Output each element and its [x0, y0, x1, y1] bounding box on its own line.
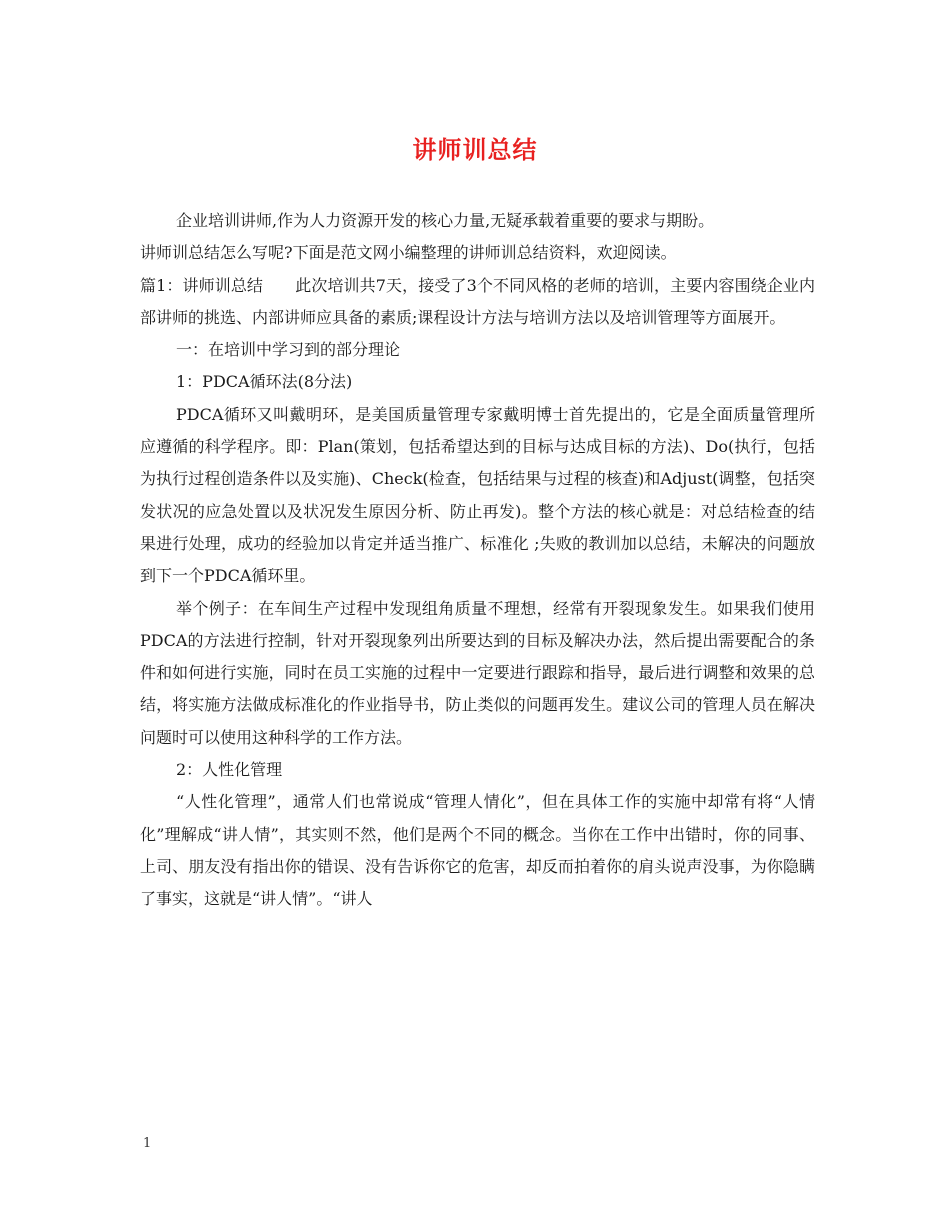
heading-theory: 一：在培训中学习到的部分理论 [176, 340, 401, 360]
paragraph-intro-1: 企业培训讲师,作为人力资源开发的核心力量,无疑承载着重要的要求与期盼。 [176, 211, 715, 230]
paragraph-example: 举个例子：在车间生产过程中发现组角质量不理想，经常有开裂现象发生。如果我们使用PDCA的方法进行控制，针对开裂现象列出所要达到的目标及解决办法，然后提出需要配合的条件和如何进行实施，同时在员工实施的过程中一定要进行跟踪和指导，最后进行调整和效果的总结，将实施方法做成标准化的作业指导书，防止类似的问题再发生。建议公司的管理人员在解决问题时可以使用这种科学的工作方法。 [140, 598, 815, 747]
paragraph-pdca: PDCA循环又叫戴明环，是美国质量管理专家戴明博士首先提出的，它是全面质量管理所应遵循的科学程序。即：Plan(策划，包括希望达到的目标与达成目标的方法)、Do(执行，包括为执行过程创造条件以及实施)、Check(检查，包括结果与过程的核查)和Adjust(调整，包括突发状况的应急处置以及状况发生原因分析、防止再发)。整个方法的核心就是：对总结检查的结果进行处理，成功的经验加以肯定并适当推广、标准化 ;失败的教训加以总结，未解决的问题放到下一个PDCA循环里。 [140, 404, 815, 586]
paragraph-intro-2: 讲师训总结怎么写呢?下面是范文网小编整理的讲师训总结资料，欢迎阅读。 [140, 243, 677, 263]
paragraph-section-1: 篇1：讲师训总结 此次培训共7天，接受了3个不同风格的老师的培训，主要内容围绕企业内部讲师的挑选、内部讲师应具备的素质;课程设计方法与培训方法以及培训管理等方面展开。 [140, 275, 815, 327]
paragraph-humanized: “人性化管理”，通常人们也常说成“管理人情化”，但在具体工作的实施中却常有将“人情化”理解成“讲人情”，其实则不然，他们是两个不同的概念。当你在工作中出错时，你的同事、上司、朋友没有指出你的错误、没有告诉你它的危害，却反而拍着你的肩头说声没事，为你隐瞒了事实，这就是“讲人情”。“讲人 [140, 792, 815, 909]
page-number: 1 [143, 1136, 152, 1151]
heading-humanized: 2：人性化管理 [176, 760, 283, 780]
heading-pdca: 1：PDCA循环法(8分法) [176, 372, 353, 392]
document-body [140, 205, 815, 916]
document-title: 讲师训总结 [412, 136, 538, 164]
